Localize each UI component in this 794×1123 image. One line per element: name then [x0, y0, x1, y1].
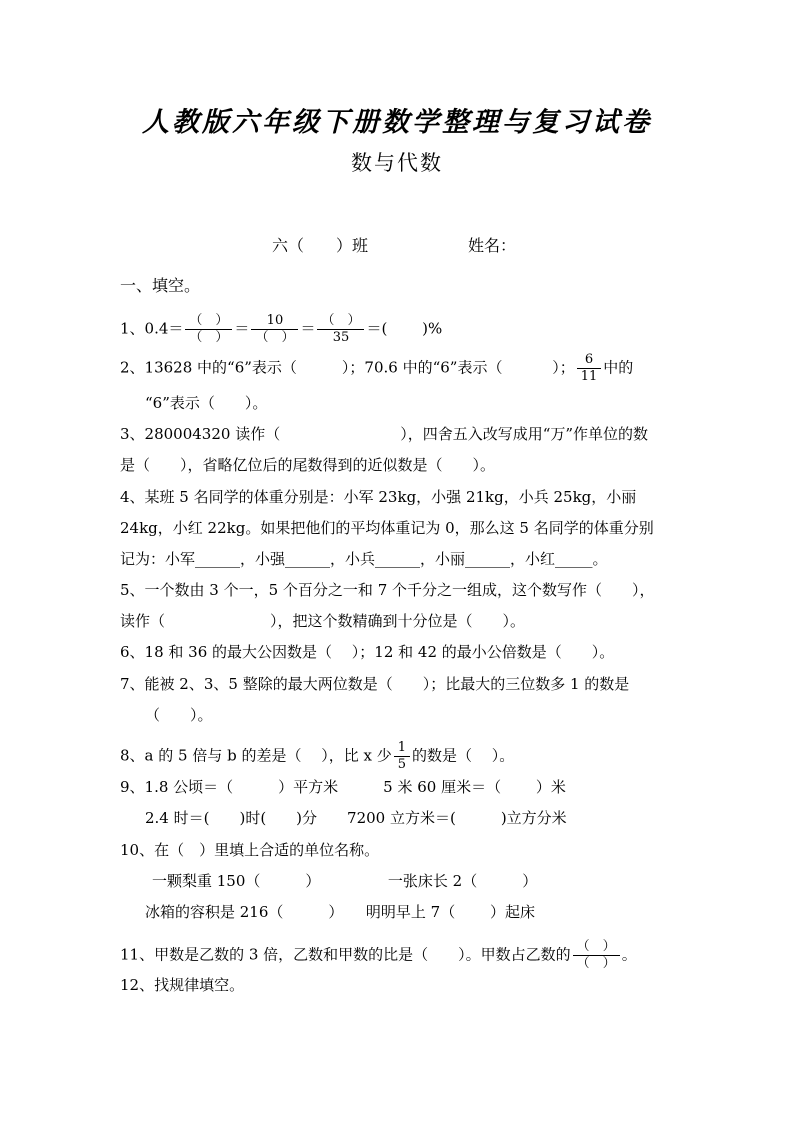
- question-7-line1: 7、能被 2、3、5 整除的最大两位数是（ ）；比最大的三位数多 1 的数是: [120, 675, 630, 693]
- question-4-line1: 4、某班 5 名同学的体重分别是：小军 23kg，小强 21kg，小兵 25kg，小丽: [120, 488, 637, 506]
- q1-lead: 1、0.4＝: [120, 319, 184, 338]
- class-name-line: [272, 233, 517, 256]
- question-11: 11、甲数是乙数的 3 倍，乙数和甲数的比是（ ）。甲数占乙数的 $\frac{( )}{( )}$ 。: [120, 939, 637, 971]
- question-10-line2: 一颗梨重 150（ ） 一张床长 2（ ）: [152, 872, 538, 890]
- question-3-line1: 3、280004320 读作（ ），四舍五入改写成用“万”作单位的数: [120, 425, 649, 443]
- question-4-line3: 记为：小军______，小强______，小兵______，小丽______，小红_____。: [120, 550, 608, 568]
- question-8: 8、a 的 5 倍与 b 的差是（ ），比 x 少 $\frac{1}{5}$ 的数是（ ）。: [120, 740, 515, 772]
- exam-title: 人教版六年级下册数学整理与复习试卷: [142, 107, 652, 138]
- question-7-line2: （ ）。: [145, 706, 213, 724]
- fraction-2: $\frac{10}{( )}$: [251, 313, 298, 346]
- fraction-3: $\frac{( )}{35}$: [317, 313, 364, 346]
- fraction-11: $\frac{( )}{( )}$: [573, 939, 620, 972]
- question-4-line2: 24kg，小红 22kg。如果把他们的平均体重记为 0，那么这 5 名同学的体重分别: [120, 519, 654, 537]
- fraction-6-11: $\frac{6}{11}$: [577, 352, 602, 385]
- fraction-1-5: $\frac{1}{5}$: [394, 740, 410, 773]
- question-5-line2: 读作（ ），把这个数精确到十分位是（ ）。: [120, 612, 526, 630]
- class-label: 六（ ）班: [272, 236, 369, 255]
- question-10-line3: 冰箱的容积是 216（ ） 明明早上 7（ ）起床: [145, 903, 535, 921]
- section-heading: 一、填空。: [120, 276, 201, 295]
- question-12: 12、找规律填空。: [120, 976, 245, 994]
- question-6: 6、18 和 36 的最大公因数是（ ）；12 和 42 的最小公倍数是（ ）。: [120, 643, 615, 661]
- name-label: 姓名：: [468, 236, 517, 255]
- question-9-line2: 2.4 时＝( )时( )分 7200 立方米＝( )立方分米: [145, 809, 567, 827]
- question-2-cont: “6”表示（ ）。: [145, 394, 268, 412]
- question-10-line1: 10、在（ ）里填上合适的单位名称。: [120, 841, 380, 859]
- question-2: 2、13628 中的“6”表示（ ）；70.6 中的“6”表示（ ）； $\frac{6}{11}$ 中的: [120, 352, 634, 384]
- question-9-line1: 9、1.8 公顷＝（ ）平方米 5 米 60 厘米＝（ ）米: [120, 778, 566, 796]
- fraction-1: $\frac{( )}{( )}$: [185, 313, 232, 346]
- question-1: 1、0.4＝ $\frac{( )}{( )}$ ＝ $\frac{10}{( )}$ ＝ $\frac{( )}{35}$ ＝( )%: [120, 313, 443, 345]
- question-3-line2: 是（ ），省略亿位后的尾数得到的近似数是（ ）。: [120, 456, 496, 474]
- exam-subtitle: 数与代数: [351, 151, 443, 175]
- question-5-line1: 5、一个数由 3 个一，5 个百分之一和 7 个千分之一组成，这个数写作（ ），: [120, 581, 655, 599]
